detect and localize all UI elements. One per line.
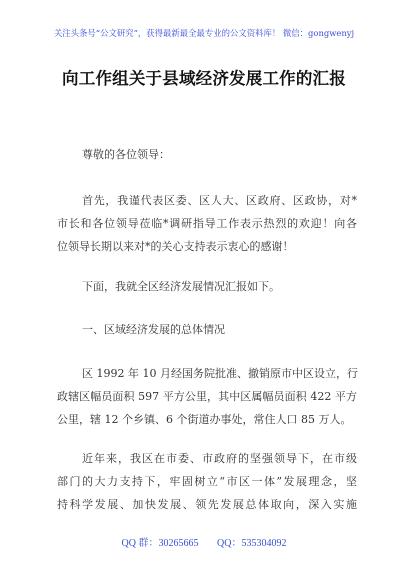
footer-banner [0,534,408,549]
paragraph-line: 公里，辖 12 个乡镇、6 个街道办事处，常住人口 85 万人。 [57,413,352,426]
paragraph-recent-years [57,447,357,516]
paragraph-line: 区 1992 年 10 月经国务院批准、撤销原市中区设立，行 [82,367,358,380]
paragraph-line: 政辖区幅员面积 597 平方公里，其中区属幅员面积 422 平方 [57,390,357,403]
paragraph-welcome [57,189,357,258]
header-banner: 关注头条号“公文研究”，获得最新最全最专业的公文资料库！ 微信：gongwenyj [53,28,355,38]
paragraph-line: 下面，我就全区经济发展情况汇报如下。 [82,280,280,293]
salutation-text: 尊敬的各位领导： [82,148,170,161]
footer-qq: QQ：535304092 [217,538,287,549]
paragraph-overview [57,362,357,431]
paragraph-line: 首先，我谨代表区委、区人大、区政府、区政协，对* [82,194,357,207]
paragraph-line: 位领导长期以来对*的关心支持表示衷心的感谢！ [57,240,294,253]
document-title: 向工作组关于县域经济发展工作的汇报 [62,69,346,88]
section-heading-text: 一、区域经济发展的总体情况 [82,323,225,336]
paragraph-line: 持科学发展、加快发展、领先发展总体取向，深入实施 [57,498,357,511]
section-heading [57,318,357,341]
paragraph-line: 市长和各位领导莅临*调研指导工作表示热烈的欢迎！向各 [57,217,357,230]
paragraph-line: 近年来，我区在市委、市政府的坚强领导下，在市级 [82,452,357,465]
salutation [57,143,357,166]
paragraph-line: 部门的大力支持下，牢固树立“市区一体”发展理念，坚 [57,475,357,488]
paragraph-intro [57,275,357,298]
footer-qq-group: QQ 群：30265665 [121,538,199,549]
